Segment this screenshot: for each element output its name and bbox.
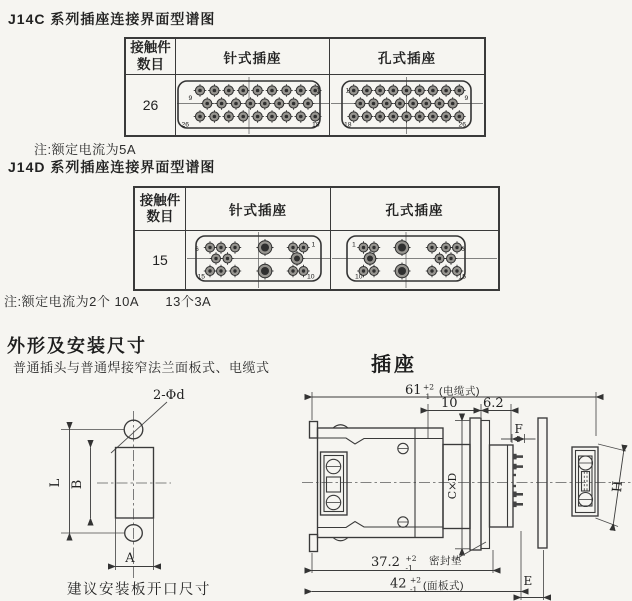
dim-42: 42 — [390, 576, 407, 592]
contact-number-label: 26 — [181, 121, 189, 128]
dim-label-F: F — [514, 422, 523, 436]
shell-bottom-profile — [318, 522, 444, 528]
mounting-cutout-drawing — [40, 382, 220, 601]
j14d-series-title: J14D 系列插座连接界面型谱图 — [8, 159, 216, 175]
j14d-contact-count: 15 — [135, 231, 186, 289]
hole-callout-label: 2-Φd — [153, 388, 185, 403]
socket-drawing-title: 插座 — [371, 354, 417, 376]
gasket-label: 密封垫 — [429, 555, 462, 567]
contact-number-label: 9 — [188, 94, 192, 102]
dim-label-E: E — [523, 574, 533, 588]
dim-61-tol-dn: -1 — [423, 392, 431, 401]
contacts-header-line2: 数目 — [146, 209, 174, 224]
j14c-socket-face-drawing — [331, 77, 483, 134]
contact-number-label: 1 — [352, 241, 356, 249]
rear-flange-top-tab — [310, 422, 318, 439]
contact-number-label: 1 — [345, 87, 350, 94]
dim-372-tol-up: +2 — [405, 554, 417, 563]
j14c-pin-header: 针式插座 — [176, 39, 330, 75]
h-ext-top — [598, 444, 626, 451]
contacts-header-line2: 数目 — [137, 56, 164, 72]
outline-subheading: 普通插头与普通焊接窄法兰面板式、电缆式 — [13, 360, 270, 375]
panel-plate — [538, 418, 547, 548]
j14d-pin-header: 针式插座 — [186, 188, 331, 231]
dim-42-tol-dn: -1 — [410, 585, 418, 594]
contacts-header-line1: 接触件 — [139, 192, 181, 208]
j14d-interface-table — [133, 186, 500, 291]
contact-number-label: 18 — [311, 121, 320, 128]
contact-number-label: 15 — [197, 273, 205, 281]
j14d-pin-face-drawing — [187, 232, 330, 288]
dim-61-note: (电缆式) — [439, 385, 480, 398]
contact-number-label: 15 — [458, 273, 467, 281]
j14c-rated-current-note: 注:额定电流为5A — [34, 142, 137, 157]
dim-10: 10 — [441, 396, 458, 411]
j14c-interface-table — [124, 37, 486, 137]
dim-372: 37.2 — [371, 555, 400, 570]
j14d-socket-face-cell — [331, 231, 498, 289]
dim-label-A: A — [125, 551, 135, 566]
j14c-contacts-header — [126, 39, 176, 75]
outline-section-heading: 外形及安装尺寸 — [7, 336, 147, 356]
j14d-contacts-header — [135, 188, 186, 231]
clamp-block — [327, 477, 341, 492]
j14c-socket-header: 孔式插座 — [330, 39, 484, 75]
contact-number-label: 6 — [461, 246, 465, 253]
contact-number-label: 1 — [316, 87, 320, 94]
contact-number-label: 1 — [311, 241, 315, 249]
j14d-rated-current-note: 注:额定电流为2个 10A 13个3A — [4, 294, 212, 309]
solder-terminals — [513, 454, 523, 507]
j14d-socket-header: 孔式插座 — [331, 188, 498, 231]
mounting-flange — [470, 418, 481, 550]
cutout-caption: 建议安装板开口尺寸 — [67, 582, 211, 598]
shell-top-profile — [318, 438, 444, 444]
j14c-pin-face-cell — [176, 75, 330, 135]
jackscrew-shaft — [582, 472, 590, 492]
contact-number-label: 9 — [464, 94, 469, 102]
j14d-socket-face-drawing — [332, 232, 497, 288]
dim-61-tol-up: +2 — [423, 382, 435, 392]
socket-outline-drawing — [300, 382, 632, 601]
hole-callout-leader — [111, 402, 167, 453]
contact-number-label: 18 — [344, 121, 352, 128]
insert-block — [490, 445, 514, 527]
dim-label-B: B — [70, 479, 85, 490]
dim-372-tol-dn: -1 — [405, 563, 413, 573]
dim-42-tol-up: +2 — [410, 575, 422, 585]
j14c-pin-face-drawing — [177, 77, 329, 134]
dim-label-H: H — [610, 480, 626, 493]
j14d-pin-face-cell — [186, 231, 331, 289]
dim-61: 61 — [405, 383, 422, 398]
sealing-gasket — [481, 421, 490, 549]
contact-number-label: 10 — [306, 273, 315, 281]
dim-label-cxd: C×D — [446, 472, 459, 500]
dim-label-L: L — [48, 478, 63, 488]
h-ext-bottom — [596, 518, 619, 527]
j14c-series-title: J14C 系列插座连接界面型谱图 — [8, 11, 216, 27]
dim-42-note: (面板式) — [423, 580, 464, 592]
j14c-socket-face-cell — [330, 75, 484, 135]
contact-number-label: 10 — [355, 273, 363, 281]
j14c-contact-count: 26 — [126, 75, 176, 135]
contacts-header-line1: 接触件 — [130, 40, 171, 56]
rear-flange-bottom-tab — [310, 535, 318, 552]
dim-6-2: 6.2 — [483, 396, 504, 411]
contact-number-label: 6 — [194, 246, 199, 253]
contact-number-label: 26 — [458, 121, 467, 128]
